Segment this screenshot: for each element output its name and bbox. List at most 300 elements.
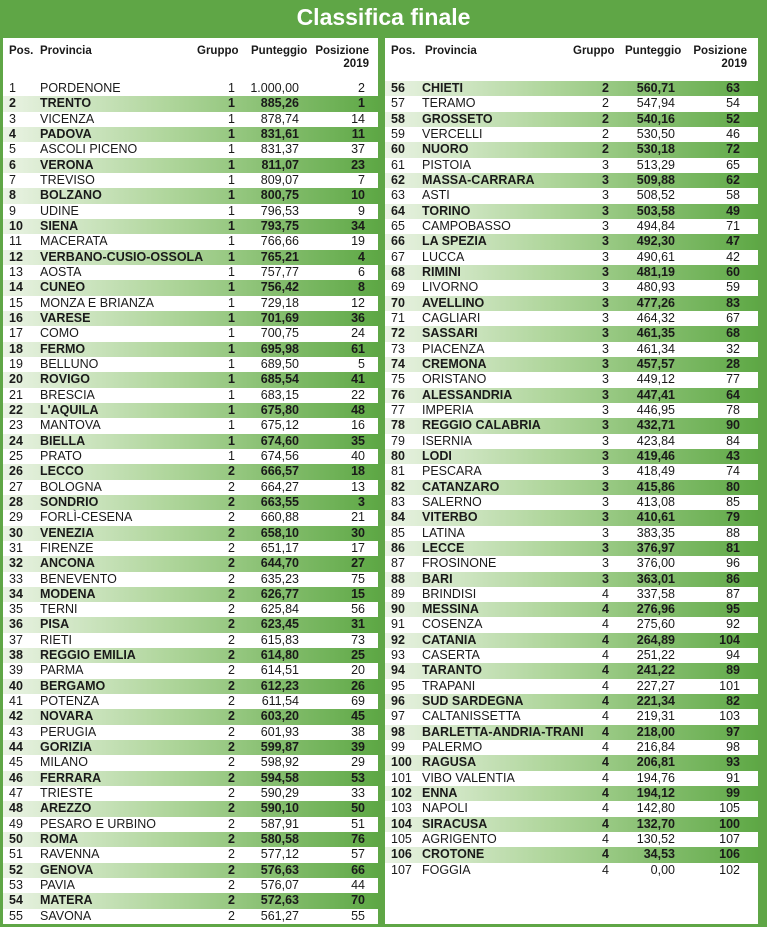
cell-pos: 39 bbox=[9, 663, 23, 678]
cell-gruppo: 1 bbox=[228, 203, 235, 218]
cell-provincia: FERMO bbox=[40, 341, 86, 356]
cell-pos: 25 bbox=[9, 448, 23, 463]
cell-gruppo: 3 bbox=[602, 464, 609, 479]
cell-gruppo: 2 bbox=[228, 510, 235, 525]
cell-provincia: TRENTO bbox=[40, 96, 92, 111]
cell-pos: 89 bbox=[391, 586, 405, 601]
cell-posizione-2019: 90 bbox=[726, 418, 740, 433]
cell-provincia: SIRACUSA bbox=[422, 816, 488, 831]
cell-punteggio: 415,86 bbox=[636, 479, 675, 494]
cell-pos: 11 bbox=[9, 234, 22, 249]
cell-punteggio: 457,57 bbox=[636, 356, 675, 371]
cell-provincia: POTENZA bbox=[40, 694, 100, 709]
cell-punteggio: 800,75 bbox=[260, 188, 299, 203]
cell-pos: 73 bbox=[391, 341, 405, 356]
cell-gruppo: 2 bbox=[228, 801, 235, 816]
cell-pos: 80 bbox=[391, 448, 405, 463]
table-row bbox=[385, 250, 758, 265]
cell-posizione-2019: 87 bbox=[726, 586, 740, 601]
cell-provincia: CUNEO bbox=[40, 280, 86, 295]
cell-provincia: BOLOGNA bbox=[40, 479, 102, 494]
header-provincia: Provincia bbox=[40, 45, 92, 57]
cell-punteggio: 675,12 bbox=[260, 418, 299, 433]
header-posizione: Posizione bbox=[315, 45, 369, 57]
cell-provincia: FERRARA bbox=[40, 770, 102, 785]
cell-provincia: PORDENONE bbox=[40, 81, 121, 95]
cell-posizione-2019: 4 bbox=[358, 249, 365, 264]
cell-provincia: LUCCA bbox=[422, 249, 465, 264]
cell-punteggio: 206,81 bbox=[636, 755, 675, 770]
cell-pos: 17 bbox=[9, 326, 23, 341]
table-row bbox=[3, 127, 378, 142]
cell-provincia: BARLETTA-ANDRIA-TRANI bbox=[422, 724, 584, 739]
cell-provincia: CROTONE bbox=[422, 847, 485, 862]
cell-pos: 21 bbox=[9, 387, 23, 402]
cell-punteggio: 590,10 bbox=[260, 801, 299, 816]
cell-gruppo: 3 bbox=[602, 387, 609, 402]
cell-punteggio: 590,29 bbox=[260, 786, 299, 801]
cell-posizione-2019: 81 bbox=[726, 540, 740, 555]
cell-pos: 23 bbox=[9, 418, 23, 433]
cell-posizione-2019: 104 bbox=[719, 632, 740, 647]
cell-posizione-2019: 22 bbox=[351, 387, 365, 402]
cell-punteggio: 413,08 bbox=[636, 494, 675, 509]
cell-pos: 42 bbox=[9, 709, 23, 724]
cell-posizione-2019: 38 bbox=[351, 724, 365, 739]
cell-provincia: VENEZIA bbox=[40, 525, 95, 540]
cell-provincia: LECCE bbox=[422, 540, 465, 555]
cell-posizione-2019: 50 bbox=[351, 801, 365, 816]
cell-provincia: SUD SARDEGNA bbox=[422, 694, 524, 709]
cell-pos: 76 bbox=[391, 387, 405, 402]
cell-pos: 24 bbox=[9, 433, 23, 448]
header-anno: 2019 bbox=[343, 58, 369, 70]
cell-gruppo: 4 bbox=[602, 694, 609, 709]
cell-provincia: MODENA bbox=[40, 586, 96, 601]
cell-gruppo: 4 bbox=[602, 862, 609, 877]
cell-provincia: LODI bbox=[422, 448, 452, 463]
cell-pos: 75 bbox=[391, 372, 405, 387]
cell-posizione-2019: 24 bbox=[351, 326, 365, 341]
cell-provincia: PESARO E URBINO bbox=[40, 816, 156, 831]
table-row bbox=[385, 311, 758, 326]
cell-punteggio: 530,18 bbox=[636, 142, 675, 157]
cell-pos: 10 bbox=[9, 218, 23, 233]
cell-gruppo: 1 bbox=[228, 188, 235, 203]
table-row bbox=[3, 633, 378, 648]
cell-punteggio: 674,56 bbox=[260, 448, 299, 463]
table-row bbox=[3, 342, 378, 357]
cell-pos: 9 bbox=[9, 203, 16, 218]
cell-provincia: GENOVA bbox=[40, 862, 94, 877]
table-row bbox=[385, 265, 758, 280]
cell-gruppo: 1 bbox=[228, 142, 235, 157]
cell-provincia: VITERBO bbox=[422, 510, 478, 525]
table-row bbox=[385, 648, 758, 663]
header-provincia: Provincia bbox=[425, 45, 477, 57]
cell-posizione-2019: 80 bbox=[726, 479, 740, 494]
cell-pos: 18 bbox=[9, 341, 23, 356]
cell-posizione-2019: 48 bbox=[351, 402, 365, 417]
table-row bbox=[385, 556, 758, 571]
table-row bbox=[3, 280, 378, 295]
cell-provincia: BENEVENTO bbox=[40, 571, 117, 586]
cell-punteggio: 194,76 bbox=[636, 770, 675, 785]
cell-pos: 98 bbox=[391, 724, 405, 739]
cell-pos: 106 bbox=[391, 847, 412, 862]
cell-posizione-2019: 19 bbox=[351, 234, 365, 249]
cell-punteggio: 540,16 bbox=[636, 111, 675, 126]
cell-gruppo: 2 bbox=[602, 142, 609, 157]
cell-posizione-2019: 83 bbox=[726, 295, 740, 310]
cell-punteggio: 216,84 bbox=[636, 740, 675, 755]
cell-pos: 6 bbox=[9, 157, 16, 172]
cell-gruppo: 1 bbox=[228, 249, 235, 264]
table-row bbox=[3, 909, 378, 924]
cell-provincia: NAPOLI bbox=[422, 801, 468, 816]
cell-punteggio: 612,23 bbox=[260, 678, 299, 693]
cell-posizione-2019: 100 bbox=[719, 816, 740, 831]
cell-punteggio: 729,18 bbox=[260, 295, 299, 310]
cell-punteggio: 461,34 bbox=[636, 341, 675, 356]
cell-punteggio: 561,27 bbox=[260, 908, 299, 923]
cell-posizione-2019: 5 bbox=[358, 356, 365, 371]
cell-posizione-2019: 67 bbox=[726, 310, 740, 325]
cell-punteggio: 446,95 bbox=[636, 402, 675, 417]
cell-gruppo: 3 bbox=[602, 188, 609, 203]
cell-punteggio: 576,07 bbox=[260, 878, 299, 893]
cell-gruppo: 1 bbox=[228, 111, 235, 126]
cell-posizione-2019: 34 bbox=[351, 218, 365, 233]
cell-posizione-2019: 26 bbox=[351, 678, 365, 693]
cell-punteggio: 423,84 bbox=[636, 433, 675, 448]
cell-posizione-2019: 59 bbox=[726, 280, 740, 295]
cell-gruppo: 3 bbox=[602, 402, 609, 417]
table-body bbox=[385, 81, 758, 878]
cell-pos: 37 bbox=[9, 632, 23, 647]
table-row bbox=[3, 556, 378, 571]
cell-pos: 59 bbox=[391, 126, 405, 141]
table-row bbox=[385, 679, 758, 694]
cell-punteggio: 658,10 bbox=[260, 525, 299, 540]
cell-gruppo: 3 bbox=[602, 525, 609, 540]
cell-provincia: PERUGIA bbox=[40, 724, 97, 739]
header-gruppo: Gruppo bbox=[573, 45, 615, 57]
cell-punteggio: 251,22 bbox=[636, 648, 675, 663]
cell-gruppo: 3 bbox=[602, 479, 609, 494]
cell-punteggio: 34,53 bbox=[643, 847, 675, 862]
cell-pos: 62 bbox=[391, 172, 405, 187]
table-row bbox=[385, 526, 758, 541]
cell-posizione-2019: 63 bbox=[726, 81, 740, 95]
cell-punteggio: 623,45 bbox=[260, 617, 299, 632]
table-row bbox=[3, 663, 378, 678]
cell-punteggio: 241,22 bbox=[636, 663, 675, 678]
cell-gruppo: 3 bbox=[602, 372, 609, 387]
cell-gruppo: 2 bbox=[228, 617, 235, 632]
cell-punteggio: 599,87 bbox=[260, 740, 299, 755]
cell-gruppo: 4 bbox=[602, 709, 609, 724]
cell-provincia: PISTOIA bbox=[422, 157, 472, 172]
table-row bbox=[385, 357, 758, 372]
cell-provincia: VERONA bbox=[40, 157, 94, 172]
cell-provincia: BERGAMO bbox=[40, 678, 106, 693]
cell-gruppo: 2 bbox=[228, 847, 235, 862]
table-row bbox=[3, 449, 378, 464]
cell-punteggio: 130,52 bbox=[636, 832, 675, 847]
cell-punteggio: 689,50 bbox=[260, 356, 299, 371]
cell-posizione-2019: 106 bbox=[719, 847, 740, 862]
cell-gruppo: 2 bbox=[228, 908, 235, 923]
cell-gruppo: 4 bbox=[602, 786, 609, 801]
cell-pos: 69 bbox=[391, 280, 405, 295]
cell-punteggio: 509,88 bbox=[636, 172, 675, 187]
cell-punteggio: 513,29 bbox=[636, 157, 675, 172]
cell-posizione-2019: 31 bbox=[351, 617, 365, 632]
table-row bbox=[3, 112, 378, 127]
table-row bbox=[3, 648, 378, 663]
cell-punteggio: 695,98 bbox=[260, 341, 299, 356]
cell-gruppo: 2 bbox=[228, 755, 235, 770]
cell-pos: 86 bbox=[391, 540, 405, 555]
cell-gruppo: 2 bbox=[228, 663, 235, 678]
cell-pos: 91 bbox=[391, 617, 405, 632]
cell-provincia: AREZZO bbox=[40, 801, 92, 816]
cell-pos: 20 bbox=[9, 372, 23, 387]
cell-pos: 16 bbox=[9, 310, 23, 325]
table-row bbox=[3, 234, 378, 249]
cell-punteggio: 651,17 bbox=[260, 540, 299, 555]
table-row bbox=[3, 510, 378, 525]
cell-posizione-2019: 20 bbox=[351, 663, 365, 678]
cell-gruppo: 1 bbox=[228, 218, 235, 233]
table-row bbox=[3, 617, 378, 632]
cell-pos: 41 bbox=[9, 694, 23, 709]
cell-provincia: ANCONA bbox=[40, 556, 95, 571]
table-row bbox=[385, 786, 758, 801]
table-row bbox=[3, 740, 378, 755]
cell-punteggio: 598,92 bbox=[260, 755, 299, 770]
cell-gruppo: 1 bbox=[228, 433, 235, 448]
table-row bbox=[385, 771, 758, 786]
cell-pos: 61 bbox=[391, 157, 405, 172]
cell-posizione-2019: 21 bbox=[351, 510, 365, 525]
cell-gruppo: 3 bbox=[602, 356, 609, 371]
cell-punteggio: 1.000,00 bbox=[250, 81, 299, 95]
cell-punteggio: 447,41 bbox=[636, 387, 675, 402]
cell-provincia: LIVORNO bbox=[422, 280, 479, 295]
cell-provincia: GROSSETO bbox=[422, 111, 493, 126]
cell-pos: 26 bbox=[9, 464, 23, 479]
cell-punteggio: 449,12 bbox=[636, 372, 675, 387]
cell-posizione-2019: 51 bbox=[351, 816, 365, 831]
cell-gruppo: 2 bbox=[228, 479, 235, 494]
cell-posizione-2019: 61 bbox=[351, 341, 365, 356]
cell-posizione-2019: 40 bbox=[351, 448, 365, 463]
cell-gruppo: 1 bbox=[228, 326, 235, 341]
cell-punteggio: 547,94 bbox=[636, 96, 675, 111]
cell-pos: 96 bbox=[391, 694, 405, 709]
table-row bbox=[385, 572, 758, 587]
cell-gruppo: 1 bbox=[228, 418, 235, 433]
cell-punteggio: 530,50 bbox=[636, 126, 675, 141]
table-row bbox=[3, 158, 378, 173]
cell-gruppo: 1 bbox=[228, 448, 235, 463]
cell-pos: 81 bbox=[391, 464, 405, 479]
cell-posizione-2019: 103 bbox=[719, 709, 740, 724]
cell-pos: 8 bbox=[9, 188, 16, 203]
cell-gruppo: 1 bbox=[228, 157, 235, 172]
table-row bbox=[3, 388, 378, 403]
cell-provincia: PAVIA bbox=[40, 878, 75, 893]
cell-posizione-2019: 55 bbox=[351, 908, 365, 923]
page-title: Classifica finale bbox=[296, 4, 471, 30]
cell-pos: 60 bbox=[391, 142, 405, 157]
cell-gruppo: 2 bbox=[228, 540, 235, 555]
cell-provincia: PRATO bbox=[40, 448, 82, 463]
table-row bbox=[385, 219, 758, 234]
cell-punteggio: 477,26 bbox=[636, 295, 675, 310]
cell-gruppo: 2 bbox=[228, 602, 235, 617]
table-row bbox=[385, 418, 758, 433]
header-punteggio: Punteggio bbox=[251, 45, 308, 57]
cell-posizione-2019: 30 bbox=[351, 525, 365, 540]
cell-posizione-2019: 82 bbox=[726, 694, 740, 709]
cell-pos: 22 bbox=[9, 402, 23, 417]
table-row bbox=[385, 817, 758, 832]
cell-posizione-2019: 43 bbox=[726, 448, 740, 463]
cell-provincia: VICENZA bbox=[40, 111, 95, 126]
cell-gruppo: 1 bbox=[228, 402, 235, 417]
cell-pos: 53 bbox=[9, 878, 23, 893]
header-posizione-2019 bbox=[691, 45, 747, 71]
table-row bbox=[3, 709, 378, 724]
table-row bbox=[3, 96, 378, 111]
cell-punteggio: 809,07 bbox=[260, 172, 299, 187]
cell-provincia: REGGIO EMILIA bbox=[40, 648, 136, 663]
cell-punteggio: 685,54 bbox=[260, 372, 299, 387]
cell-posizione-2019: 78 bbox=[726, 402, 740, 417]
cell-gruppo: 2 bbox=[602, 81, 609, 95]
table-row bbox=[385, 280, 758, 295]
table-row bbox=[385, 725, 758, 740]
cell-punteggio: 878,74 bbox=[260, 111, 299, 126]
cell-punteggio: 663,55 bbox=[260, 494, 299, 509]
cell-pos: 3 bbox=[9, 111, 16, 126]
table-row bbox=[385, 801, 758, 816]
cell-gruppo: 2 bbox=[228, 556, 235, 571]
cell-pos: 27 bbox=[9, 479, 23, 494]
cell-provincia: BOLZANO bbox=[40, 188, 102, 203]
cell-provincia: MESSINA bbox=[422, 602, 479, 617]
table-row bbox=[3, 250, 378, 265]
table-body bbox=[3, 81, 378, 924]
table-row bbox=[3, 311, 378, 326]
cell-pos: 92 bbox=[391, 632, 405, 647]
table-row bbox=[385, 158, 758, 173]
cell-pos: 63 bbox=[391, 188, 405, 203]
cell-posizione-2019: 36 bbox=[351, 310, 365, 325]
table-row bbox=[3, 219, 378, 234]
cell-gruppo: 2 bbox=[228, 648, 235, 663]
cell-posizione-2019: 75 bbox=[351, 571, 365, 586]
cell-posizione-2019: 88 bbox=[726, 525, 740, 540]
cell-posizione-2019: 89 bbox=[726, 663, 740, 678]
cell-provincia: ASCOLI PICENO bbox=[40, 142, 138, 157]
cell-provincia: VERCELLI bbox=[422, 126, 483, 141]
table-row bbox=[385, 755, 758, 770]
cell-provincia: CREMONA bbox=[422, 356, 487, 371]
cell-gruppo: 1 bbox=[228, 280, 235, 295]
cell-provincia: RAVENNA bbox=[40, 847, 100, 862]
cell-gruppo: 4 bbox=[602, 832, 609, 847]
cell-gruppo: 3 bbox=[602, 310, 609, 325]
cell-punteggio: 603,20 bbox=[260, 709, 299, 724]
header-posizione-2019 bbox=[314, 45, 369, 71]
table-row bbox=[385, 204, 758, 219]
header-anno: 2019 bbox=[721, 58, 747, 70]
cell-pos: 7 bbox=[9, 172, 16, 187]
table-row bbox=[385, 388, 758, 403]
cell-posizione-2019: 58 bbox=[726, 188, 740, 203]
table-row bbox=[385, 296, 758, 311]
cell-pos: 104 bbox=[391, 816, 412, 831]
cell-provincia: REGGIO CALABRIA bbox=[422, 418, 541, 433]
cell-pos: 55 bbox=[9, 908, 23, 923]
cell-provincia: BIELLA bbox=[40, 433, 86, 448]
cell-pos: 5 bbox=[9, 142, 16, 157]
cell-provincia: AOSTA bbox=[40, 264, 82, 279]
cell-posizione-2019: 49 bbox=[726, 203, 740, 218]
cell-pos: 44 bbox=[9, 740, 23, 755]
cell-provincia: LATINA bbox=[422, 525, 465, 540]
cell-posizione-2019: 2 bbox=[358, 81, 365, 95]
table-row bbox=[3, 847, 378, 862]
cell-punteggio: 756,42 bbox=[260, 280, 299, 295]
table-row bbox=[385, 449, 758, 464]
cell-punteggio: 194,12 bbox=[636, 786, 675, 801]
cell-gruppo: 2 bbox=[228, 571, 235, 586]
ranking-table-left bbox=[3, 38, 378, 924]
cell-punteggio: 492,30 bbox=[636, 234, 675, 249]
cell-provincia: BELLUNO bbox=[40, 356, 99, 371]
cell-posizione-2019: 23 bbox=[351, 157, 365, 172]
cell-posizione-2019: 16 bbox=[351, 418, 365, 433]
cell-posizione-2019: 41 bbox=[351, 372, 365, 387]
table-row bbox=[3, 188, 378, 203]
table-row bbox=[3, 265, 378, 280]
cell-punteggio: 490,61 bbox=[636, 249, 675, 264]
cell-gruppo: 2 bbox=[228, 678, 235, 693]
cell-gruppo: 4 bbox=[602, 586, 609, 601]
cell-provincia: VARESE bbox=[40, 310, 91, 325]
cell-gruppo: 3 bbox=[602, 510, 609, 525]
cell-provincia: MILANO bbox=[40, 755, 88, 770]
cell-pos: 29 bbox=[9, 510, 23, 525]
table-row bbox=[3, 204, 378, 219]
cell-punteggio: 264,89 bbox=[636, 632, 675, 647]
cell-gruppo: 1 bbox=[228, 81, 235, 95]
cell-gruppo: 2 bbox=[228, 494, 235, 509]
cell-posizione-2019: 13 bbox=[351, 479, 365, 494]
cell-provincia: VIBO VALENTIA bbox=[422, 770, 515, 785]
table-row bbox=[3, 326, 378, 341]
cell-gruppo: 3 bbox=[602, 418, 609, 433]
cell-punteggio: 503,58 bbox=[636, 203, 675, 218]
cell-punteggio: 614,51 bbox=[260, 663, 299, 678]
cell-pos: 84 bbox=[391, 510, 405, 525]
cell-pos: 51 bbox=[9, 847, 23, 862]
